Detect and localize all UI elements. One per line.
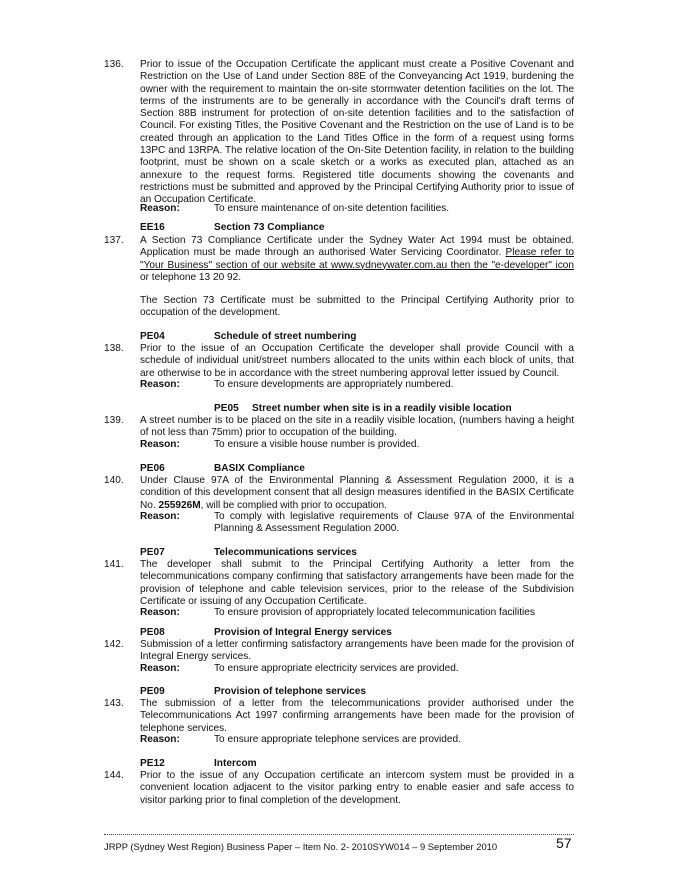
condition-number: 138. [104, 343, 124, 354]
footer-text: JRPP (Sydney West Region) Business Paper – Item No. 2- 2010SYW014 – 9 September 2010 [104, 841, 498, 852]
condition-number: 143. [104, 698, 124, 709]
condition-text: The submission of a letter from the telecommunications provider authorised under the Telecommunications Act 1997 confirming arrangements have been made for the provision of telephone services. [140, 698, 574, 734]
condition-number: 136. [104, 59, 124, 70]
reason-label: Reason: [140, 734, 180, 745]
reason-label: Reason: [140, 607, 180, 618]
condition-code: PE08 [140, 627, 165, 638]
condition-title: Street number when site is in a readily visible location [252, 403, 512, 414]
reason-label: Reason: [140, 203, 180, 214]
condition-code: PE05 [214, 403, 239, 414]
condition-title: BASIX Compliance [214, 463, 305, 474]
page-number: 57 [556, 835, 572, 851]
reason-label: Reason: [140, 511, 180, 522]
condition-text: Prior to issue of the Occupation Certificate the applicant must create a Positive Covenant and Restriction on the Use of Land under Section 88E of the Conveyancing Act 1919, burdening the owner with the requirement to maintain the on-site stormwater detention facilities on the lot. The terms of the instruments are to be generally in accordance with the Council's draft terms of Section 88B instrument for protection of on-site detention facilities and to the satisfaction of Council. For existing Titles, the Positive Covenant and the Restriction on the use of Land is to be created through an application to the Land Titles Office in the form of a request using forms 13PC and 13RPA. The relative location of the On-Site Detention facility, in relation to the building footprint, must be shown on a scale sketch or a works as executed plan, attached as an annexure to the request forms. Registered title documents showing the covenants and restrictions must be submitted and approved by the Principal Certifying Authority prior to issue of an Occupation Certificate. [140, 59, 574, 206]
condition-title: Intercom [214, 758, 257, 769]
condition-title: Provision of Integral Energy services [214, 627, 392, 638]
condition-number: 141. [104, 559, 124, 570]
condition-number: 142. [104, 639, 124, 650]
condition-text: A street number is to be placed on the site in a readily visible location, (numbers having a height of not less than 75mm) prior to occupation of the building. [140, 415, 574, 439]
condition-number: 139. [104, 415, 124, 426]
condition-text: A Section 73 Compliance Certificate under the Sydney Water Act 1994 must be obtained. Application must be made through an authorised Water Servicing Coordinator. Please refer to "Your Business" section of our website at www.sydneywater.com.au then the "e-developer" icon or telephone 13 20 92. [140, 235, 574, 283]
reason-text: To ensure appropriate telephone services are provided. [214, 734, 461, 745]
condition-code: PE12 [140, 758, 165, 769]
condition-text: Prior to the issue of any Occupation certificate an intercom system must be provided in a convenient location adjacent to the visitor parking entry to enable easier and safe access to visitor parking prior to final completion of the development. [140, 770, 574, 806]
condition-title: Telecommunications services [214, 547, 357, 558]
reason-label: Reason: [140, 439, 180, 450]
condition-text: Under Clause 97A of the Environmental Planning & Assessment Regulation 2000, it is a condition of this development consent that all design measures identified in the BASIX Certificate No. 255926M, will be complied with prior to occupation. [140, 475, 574, 511]
basix-certificate-number: 255926M [158, 499, 201, 511]
condition-number: 140. [104, 475, 124, 486]
footer-divider [104, 834, 574, 835]
condition-number: 137. [104, 235, 124, 246]
reason-label: Reason: [140, 379, 180, 390]
condition-text-2: The Section 73 Certificate must be submitted to the Principal Certifying Authority prior to occupation of the development. [140, 295, 574, 319]
condition-title: Provision of telephone services [214, 686, 367, 697]
condition-code: PE06 [140, 463, 165, 474]
reason-text: To ensure appropriate electricity services are provided. [214, 663, 459, 674]
reason-label: Reason: [140, 663, 180, 674]
reason-text: To comply with legislative requirements of Clause 97A of the Environmental Planning & Assessment Regulation 2000. [214, 511, 574, 535]
reason-text: To ensure maintenance of on-site detention facilities. [214, 203, 450, 214]
condition-title: Schedule of street numbering [214, 331, 357, 342]
reason-text: To ensure developments are appropriately numbered. [214, 379, 454, 390]
condition-code: EE16 [140, 222, 165, 233]
condition-text: Submission of a letter confirming satisfactory arrangements have been made for the provision of Integral Energy services. [140, 639, 574, 663]
condition-text: The developer shall submit to the Principal Certifying Authority a letter from the telecommunications company confirming that satisfactory arrangements have been made for the provision of telephone and cable television services, prior to the release of the Subdivision Certificate or issuing of any Occupation Certificate. [140, 559, 574, 607]
condition-number: 144. [104, 770, 124, 781]
condition-code: PE07 [140, 547, 165, 558]
sydney-water-link[interactable]: Please refer to "Your Business" section of our website at www.sydneywater.com.au then the "e-developer" icon [140, 247, 574, 271]
condition-code: PE09 [140, 686, 165, 697]
condition-code: PE04 [140, 331, 165, 342]
condition-title: Section 73 Compliance [214, 222, 325, 233]
reason-text: To ensure a visible house number is provided. [214, 439, 420, 450]
condition-text: Prior to the issue of an Occupation Certificate the developer shall provide Council with a schedule of individual unit/street numbers allocated to the units within each block of units, that are otherwise to be in accordance with the street numbering approval letter issued by Council. [140, 343, 574, 379]
reason-text: To ensure provision of appropriately located telecommunication facilities [214, 607, 535, 618]
